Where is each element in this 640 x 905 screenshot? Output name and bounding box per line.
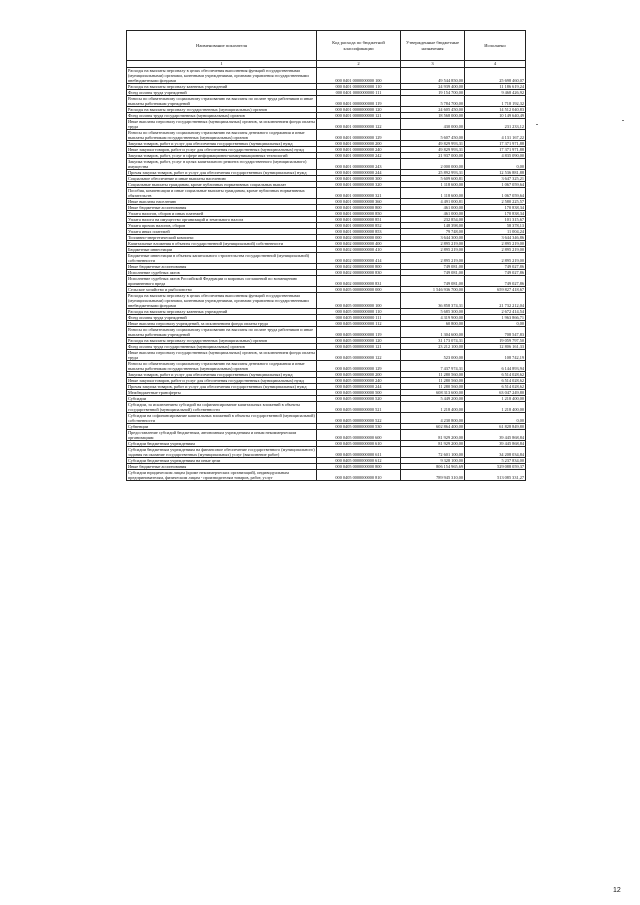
row-executed: 749 027,86 bbox=[465, 276, 526, 287]
row-code: 000 0405 0000000000 000 bbox=[317, 287, 401, 293]
row-name: Социальные выплаты гражданам, кроме публичных нормативных социальных выплат bbox=[127, 182, 317, 188]
header-num-3: 3 bbox=[401, 61, 465, 68]
row-executed: 170 838,34 bbox=[465, 205, 526, 211]
row-executed: 17 371 971,88 bbox=[465, 141, 526, 147]
row-approved: 1 118 600,00 bbox=[401, 188, 465, 199]
row-executed: 1 218 400,00 bbox=[465, 396, 526, 402]
table-row bbox=[127, 470, 526, 481]
table-row bbox=[127, 96, 526, 107]
row-approved: 4 230 800,00 bbox=[401, 413, 465, 424]
row-name: Закупка товаров, работ и услуг для обеспечения государственных (муниципальных) нужд bbox=[127, 372, 317, 378]
row-executed: 529 088 059,37 bbox=[465, 464, 526, 470]
row-executed: 17 371 971,88 bbox=[465, 147, 526, 153]
row-code: 000 0401 0000000000 360 bbox=[317, 199, 401, 205]
budget-execution-table bbox=[126, 30, 526, 481]
row-executed: 39 445 868,84 bbox=[465, 430, 526, 441]
row-name: Закупка товаров, работ и услуг для обеспечения государственных (муниципальных) нужд bbox=[127, 141, 317, 147]
table-row bbox=[127, 159, 526, 170]
row-name: Расходы на выплаты персоналу казенных учреждений bbox=[127, 309, 317, 315]
row-executed: 2 895 219,00 bbox=[465, 241, 526, 247]
row-executed: 25 698 460,07 bbox=[465, 68, 526, 84]
table-row bbox=[127, 447, 526, 458]
row-name: Прочая закупка товаров, работ и услуг для обеспечения государственных (муниципальных) нужд bbox=[127, 384, 317, 390]
row-name: Иные бюджетные ассигнования bbox=[127, 464, 317, 470]
row-approved: 2 895 219,00 bbox=[401, 241, 465, 247]
row-name: Субсидии на софинансирование капитальных вложений в объекты государственной (муниципальной) собственности bbox=[128, 413, 315, 423]
row-code: 000 0405 0000000000 111 bbox=[317, 315, 401, 321]
row-executed: 170 838,34 bbox=[465, 211, 526, 217]
row-name: Расходы на выплаты персоналу в целях обеспечения выполнения функций государственными (муниципальными) органами, казенными учреждениями, органами управления государственными внебюджетными фондами bbox=[127, 293, 317, 309]
table-row bbox=[127, 130, 526, 141]
table-row bbox=[127, 276, 526, 287]
row-code: 000 0405 0000000000 800 bbox=[317, 464, 401, 470]
row-approved: 31 173 074,31 bbox=[401, 338, 465, 344]
row-approved: 749 081,00 bbox=[401, 264, 465, 270]
row-approved: 1 304 600,00 bbox=[401, 327, 465, 338]
row-executed: 749 027,86 bbox=[465, 270, 526, 276]
row-approved: 1 546 936 700,00 bbox=[401, 287, 465, 293]
row-executed: 4 131 167,22 bbox=[465, 130, 526, 141]
row-name: Социальное обеспечение и иные выплаты населению bbox=[127, 176, 317, 182]
header-num-1: 1 bbox=[127, 61, 317, 68]
row-code: 000 0401 0000000000 240 bbox=[317, 147, 401, 153]
row-approved: 49 829 993,31 bbox=[401, 141, 465, 147]
row-name: Топливно-энергетический комплекс bbox=[127, 235, 317, 241]
row-name: Взносы по обязательному социальному страхованию на выплаты денежного содержания и иные выплаты работникам государственных (муниципальных) органов bbox=[127, 361, 317, 372]
row-code: 000 0401 0000000000 244 bbox=[317, 170, 401, 176]
row-name: Расходы на выплаты персоналу государственных (муниципальных) органов bbox=[127, 338, 317, 344]
row-name: Иные бюджетные ассигнования bbox=[127, 205, 317, 211]
header-name: Наименование показателя bbox=[127, 31, 317, 61]
row-code: 000 0402 0000000000 414 bbox=[317, 253, 401, 264]
table-row bbox=[127, 361, 526, 372]
row-code: 000 0401 0000000000 121 bbox=[317, 113, 401, 119]
row-executed: 6 514 028,62 bbox=[465, 384, 526, 390]
row-name: Расходы на выплаты персоналу казенных учреждений bbox=[127, 84, 317, 90]
row-code: 000 0405 0000000000 122 bbox=[317, 350, 401, 361]
header-code: Код расхода по бюджетной классификации bbox=[317, 31, 401, 61]
row-code: 000 0405 0000000000 530 bbox=[317, 424, 401, 430]
table-row bbox=[127, 68, 526, 84]
header-executed: Исполнено bbox=[465, 31, 526, 61]
row-executed: 3 644 346,86 bbox=[465, 235, 526, 241]
row-approved: 18 568 000,00 bbox=[401, 113, 465, 119]
row-executed: 708 547,83 bbox=[465, 327, 526, 338]
row-code: 000 0401 0000000000 853 bbox=[317, 229, 401, 235]
row-executed: 34 208 034,84 bbox=[465, 447, 526, 458]
row-executed: 61 828 849,80 bbox=[465, 424, 526, 430]
row-executed: 63 047 249,80 bbox=[465, 390, 526, 396]
row-approved: 5 607 450,00 bbox=[401, 130, 465, 141]
row-name: Иные выплаты населению bbox=[127, 199, 317, 205]
row-code: 000 0405 0000000000 119 bbox=[317, 327, 401, 338]
row-name: Иные выплаты персоналу государственных (муниципальных) органов, за исключением фонда оплаты труда bbox=[128, 119, 315, 129]
row-code: 000 0401 0000000000 122 bbox=[317, 119, 401, 130]
row-executed: 11 004,24 bbox=[465, 229, 526, 235]
row-code: 000 0401 0000000000 120 bbox=[317, 107, 401, 113]
row-code: 000 0405 0000000000 610 bbox=[317, 441, 401, 447]
row-approved: 49 544 850,00 bbox=[401, 68, 465, 84]
row-approved: 24 939 400,00 bbox=[401, 84, 465, 90]
row-name: Субвенции bbox=[127, 424, 317, 430]
row-name: Иные выплаты персоналу учреждений, за исключением фонда оплаты труда bbox=[127, 321, 317, 327]
row-approved: 81 929 200,00 bbox=[401, 430, 465, 441]
row-code: 000 0405 0000000000 522 bbox=[317, 413, 401, 424]
table-body bbox=[127, 68, 526, 481]
row-approved: 11 280 560,00 bbox=[401, 372, 465, 378]
row-name: Субсидии бюджетным учреждениям на иные цели bbox=[127, 458, 317, 464]
row-name: Иные закупки товаров, работ и услуг для обеспечения государственных (муниципальных) нужд bbox=[127, 378, 317, 384]
row-name: Взносы по обязательному социальному страхованию на выплаты по оплате труда работников и иные выплаты работникам учреждений bbox=[127, 327, 317, 338]
row-executed: 12 806 161,33 bbox=[465, 344, 526, 350]
row-approved: 5 784 700,00 bbox=[401, 96, 465, 107]
row-name: Прочая закупка товаров, работ и услуг для обеспечения государственных (муниципальных) нужд bbox=[127, 170, 317, 176]
row-name: Закупка товаров, работ, услуг в сфере информационно-коммуникационных технологий bbox=[127, 153, 317, 159]
row-code: 000 0401 0000000000 100 bbox=[317, 68, 401, 84]
scan-mark bbox=[622, 120, 624, 121]
row-name: Уплата прочих налогов, сборов bbox=[127, 223, 317, 229]
row-code: 000 0401 0000000000 300 bbox=[317, 176, 401, 182]
row-executed: 5 237 834,00 bbox=[465, 458, 526, 464]
row-approved: 5 449 200,00 bbox=[401, 396, 465, 402]
row-executed: 231 233,12 bbox=[465, 119, 526, 130]
table-row bbox=[127, 413, 526, 424]
row-code: 000 0402 0000000000 000 bbox=[317, 235, 401, 241]
row-name: Пособия, компенсации и иные социальные выплаты гражданам, кроме публичных нормативных обязательств bbox=[127, 188, 317, 199]
row-code: 000 0401 0000000000 243 bbox=[317, 159, 401, 170]
row-approved: 148 398,00 bbox=[401, 223, 465, 229]
row-executed: 0,00 bbox=[465, 413, 526, 424]
row-code: 000 0402 0000000000 410 bbox=[317, 247, 401, 253]
row-executed: 1 067 059,64 bbox=[465, 182, 526, 188]
row-executed: 11 186 619,24 bbox=[465, 84, 526, 90]
row-code: 000 0402 0000000000 830 bbox=[317, 270, 401, 276]
row-code: 000 0402 0000000000 800 bbox=[317, 264, 401, 270]
row-code: 000 0405 0000000000 110 bbox=[317, 309, 401, 315]
row-approved: 23 212 100,00 bbox=[401, 344, 465, 350]
row-executed: 19 059 797,50 bbox=[465, 338, 526, 344]
row-approved: 79 748,00 bbox=[401, 229, 465, 235]
row-name: Взносы по обязательному социальному страхованию на выплаты по оплате труда работников и иные выплаты работникам учреждений bbox=[127, 96, 317, 107]
page-number: 12 bbox=[613, 887, 621, 894]
header-num-2: 2 bbox=[317, 61, 401, 68]
row-approved: 232 854,00 bbox=[401, 217, 465, 223]
row-code: 000 0405 0000000000 244 bbox=[317, 384, 401, 390]
row-executed: 1 718 192,32 bbox=[465, 96, 526, 107]
row-approved: 24 605 450,00 bbox=[401, 107, 465, 113]
header-approved: Утвержденные бюджетные назначения bbox=[401, 31, 465, 61]
row-approved: 19 154 700,00 bbox=[401, 90, 465, 96]
row-approved: 523 000,00 bbox=[401, 350, 465, 361]
row-code: 000 0405 0000000000 100 bbox=[317, 293, 401, 309]
row-name: Иные закупки товаров, работ и услуг для обеспечения государственных (муниципальных) нужд bbox=[127, 147, 317, 153]
row-name: Фонд оплаты труда учреждений bbox=[127, 315, 317, 321]
row-code: 000 0401 0000000000 242 bbox=[317, 153, 401, 159]
row-name: Межбюджетные трансферты bbox=[127, 390, 317, 396]
row-approved: 5 685 300,00 bbox=[401, 309, 465, 315]
table-header bbox=[127, 31, 526, 68]
row-executed: 3 647 325,21 bbox=[465, 176, 526, 182]
row-name: Закупка товаров, работ, услуг в целях капитального ремонта государственного (муниципального) имущества bbox=[127, 159, 317, 170]
table-row bbox=[127, 188, 526, 199]
row-executed: 0,00 bbox=[465, 321, 526, 327]
row-executed: 108 742,19 bbox=[465, 350, 526, 361]
row-approved: 4 319 900,00 bbox=[401, 315, 465, 321]
row-executed: 6 514 028,62 bbox=[465, 378, 526, 384]
row-code: 000 0401 0000000000 321 bbox=[317, 188, 401, 199]
row-approved: 25 892 993,31 bbox=[401, 170, 465, 176]
row-code: 000 0401 0000000000 110 bbox=[317, 84, 401, 90]
row-name: Бюджетные инвестиции в объекты капитального строительства государственной (муниципальной) собственности bbox=[127, 253, 317, 264]
row-code: 000 0401 0000000000 800 bbox=[317, 205, 401, 211]
row-approved: 4 491 000,81 bbox=[401, 199, 465, 205]
row-approved: 789 945 310,00 bbox=[401, 470, 465, 481]
row-executed: 1 963 866,71 bbox=[465, 315, 526, 321]
row-name: Уплата иных платежей bbox=[127, 229, 317, 235]
row-executed: 58 378,13 bbox=[465, 223, 526, 229]
row-name: Фонд оплаты труда государственных (муниципальных) органов bbox=[127, 344, 317, 350]
scan-mark bbox=[536, 124, 538, 125]
row-code: 000 0401 0000000000 850 bbox=[317, 211, 401, 217]
row-executed: 9 468 426,92 bbox=[465, 90, 526, 96]
row-code: 000 0405 0000000000 810 bbox=[317, 470, 401, 481]
row-code: 000 0401 0000000000 851 bbox=[317, 217, 401, 223]
row-approved: 7 437 974,31 bbox=[401, 361, 465, 372]
row-code: 000 0402 0000000000 831 bbox=[317, 276, 401, 287]
row-approved: 81 929 200,00 bbox=[401, 441, 465, 447]
row-code: 000 0401 0000000000 111 bbox=[317, 90, 401, 96]
row-name: Субсидии бюджетным учреждениям bbox=[127, 441, 317, 447]
row-code: 000 0401 0000000000 200 bbox=[317, 141, 401, 147]
table-row bbox=[127, 119, 526, 130]
row-name: Сельское хозяйство и рыболовство bbox=[127, 287, 317, 293]
row-name: Иные бюджетные ассигнования bbox=[127, 264, 317, 270]
row-approved: 11 280 560,00 bbox=[401, 384, 465, 390]
row-name: Расходы на выплаты персоналу в целях обеспечения выполнения функций государственными (муниципальными) органами, казенными учреждениями, органами управления государственными внебюджетными фондами bbox=[127, 68, 317, 84]
row-code: 000 0405 0000000000 521 bbox=[317, 402, 401, 413]
row-approved: 749 081,00 bbox=[401, 270, 465, 276]
row-approved: 11 280 560,00 bbox=[401, 378, 465, 384]
row-executed: 14 512 040,83 bbox=[465, 107, 526, 113]
row-executed: 2 895 219,00 bbox=[465, 247, 526, 253]
row-executed: 1 218 400,00 bbox=[465, 402, 526, 413]
row-approved: 2 895 219,00 bbox=[401, 247, 465, 253]
row-approved: 430 000,00 bbox=[401, 119, 465, 130]
row-name: Субсидии bbox=[127, 396, 317, 402]
table-row bbox=[127, 350, 526, 361]
row-name: Субсидии бюджетным учреждениям на финансовое обеспечение государственного (муниципального) задания на оказание государственных (муниципальных) услуг (выполнение работ) bbox=[128, 447, 315, 457]
row-approved: 1 218 400,00 bbox=[401, 402, 465, 413]
row-approved: 749 081,00 bbox=[401, 276, 465, 287]
row-name: Фонд оплаты труда государственных (муниципальных) органов bbox=[127, 113, 317, 119]
row-approved: 36 858 374,31 bbox=[401, 293, 465, 309]
table-row bbox=[127, 327, 526, 338]
row-executed: 10 149 640,49 bbox=[465, 113, 526, 119]
table-row bbox=[127, 402, 526, 413]
row-executed: 2 672 414,54 bbox=[465, 309, 526, 315]
row-approved: 461 000,00 bbox=[401, 211, 465, 217]
row-executed: 39 445 868,84 bbox=[465, 441, 526, 447]
row-approved: 2 895 219,00 bbox=[401, 253, 465, 264]
row-executed: 2 895 219,00 bbox=[465, 253, 526, 264]
row-code: 000 0405 0000000000 520 bbox=[317, 396, 401, 402]
row-executed: 4 835 090,00 bbox=[465, 153, 526, 159]
row-code: 000 0405 0000000000 500 bbox=[317, 390, 401, 396]
row-code: 000 0401 0000000000 119 bbox=[317, 96, 401, 107]
row-code: 000 0405 0000000000 200 bbox=[317, 372, 401, 378]
row-code: 000 0405 0000000000 112 bbox=[317, 321, 401, 327]
row-name: Иные выплаты персоналу государственных (муниципальных) органов, за исключением фонда оплаты труда bbox=[128, 350, 315, 360]
row-name: Исполнение судебных актов bbox=[127, 270, 317, 276]
row-code: 000 0401 0000000000 320 bbox=[317, 182, 401, 188]
row-name: Фонд оплаты труда учреждений bbox=[127, 90, 317, 96]
row-approved: 49 829 993,31 bbox=[401, 147, 465, 153]
row-code: 000 0401 0000000000 852 bbox=[317, 223, 401, 229]
table-row bbox=[127, 430, 526, 441]
row-executed: 101 315,67 bbox=[465, 217, 526, 223]
row-name: Субсидии юридическим лицам (кроме некоммерческих организаций), индивидуальным предпринимателям, физическим лицам - производителям товаров, работ, услуг bbox=[127, 470, 317, 481]
table-row bbox=[127, 253, 526, 264]
row-code: 000 0405 0000000000 129 bbox=[317, 361, 401, 372]
row-code: 000 0405 0000000000 600 bbox=[317, 430, 401, 441]
row-executed: 659 827 418,67 bbox=[465, 287, 526, 293]
row-approved: 1 118 600,00 bbox=[401, 182, 465, 188]
row-name: Уплата налога на имущество организаций и земельного налога bbox=[127, 217, 317, 223]
row-code: 000 0405 0000000000 120 bbox=[317, 338, 401, 344]
row-code: 000 0405 0000000000 611 bbox=[317, 447, 401, 458]
row-name: Взносы по обязательному социальному страхованию на выплаты денежного содержания и иные выплаты работникам государственных (муниципальных) органов bbox=[127, 130, 317, 141]
row-approved: 2 000 000,00 bbox=[401, 159, 465, 170]
row-name: Бюджетные инвестиции bbox=[127, 247, 317, 253]
row-approved: 608 313 600,00 bbox=[401, 390, 465, 396]
row-executed: 2 580 225,57 bbox=[465, 199, 526, 205]
row-approved: 72 601 100,00 bbox=[401, 447, 465, 458]
row-name: Предоставление субсидий бюджетным, автономным учреждениям и иным некоммерческим организациям bbox=[127, 430, 317, 441]
row-executed: 1 067 059,64 bbox=[465, 188, 526, 199]
table-row bbox=[127, 293, 526, 309]
row-code: 000 0405 0000000000 121 bbox=[317, 344, 401, 350]
row-name: Капитальные вложения в объекты государственной (муниципальной) собственности bbox=[127, 241, 317, 247]
row-executed: 513 085 331,27 bbox=[465, 470, 526, 481]
row-approved: 21 937 000,00 bbox=[401, 153, 465, 159]
row-name: Расходы на выплаты персоналу государственных (муниципальных) органов bbox=[127, 107, 317, 113]
row-code: 000 0402 0000000000 400 bbox=[317, 241, 401, 247]
row-approved: 602 864 400,00 bbox=[401, 424, 465, 430]
row-approved: 806 154 965,69 bbox=[401, 464, 465, 470]
row-executed: 21 732 212,04 bbox=[465, 293, 526, 309]
row-code: 000 0401 0000000000 129 bbox=[317, 130, 401, 141]
row-executed: 749 027,86 bbox=[465, 264, 526, 270]
row-executed: 6 514 028,62 bbox=[465, 372, 526, 378]
row-approved: 5 609 600,81 bbox=[401, 176, 465, 182]
row-executed: 12 536 881,88 bbox=[465, 170, 526, 176]
row-executed: 6 144 893,94 bbox=[465, 361, 526, 372]
row-name: Уплата налогов, сборов и иных платежей bbox=[127, 211, 317, 217]
row-approved: 461 000,00 bbox=[401, 205, 465, 211]
row-approved: 60 800,00 bbox=[401, 321, 465, 327]
row-name: Субсидии, за исключением субсидий на софинансирование капитальных вложений в объекты государственной (муниципальной) собственности bbox=[127, 402, 317, 413]
row-approved: 9 328 100,00 bbox=[401, 458, 465, 464]
header-num-4: 4 bbox=[465, 61, 526, 68]
row-approved: 3 644 300,00 bbox=[401, 235, 465, 241]
row-code: 000 0405 0000000000 240 bbox=[317, 378, 401, 384]
row-code: 000 0405 0000000000 612 bbox=[317, 458, 401, 464]
row-name: Исполнение судебных актов Российской Федерации и мировых соглашений по возмещению причиненного вреда bbox=[127, 276, 317, 287]
row-executed: 0,00 bbox=[465, 159, 526, 170]
